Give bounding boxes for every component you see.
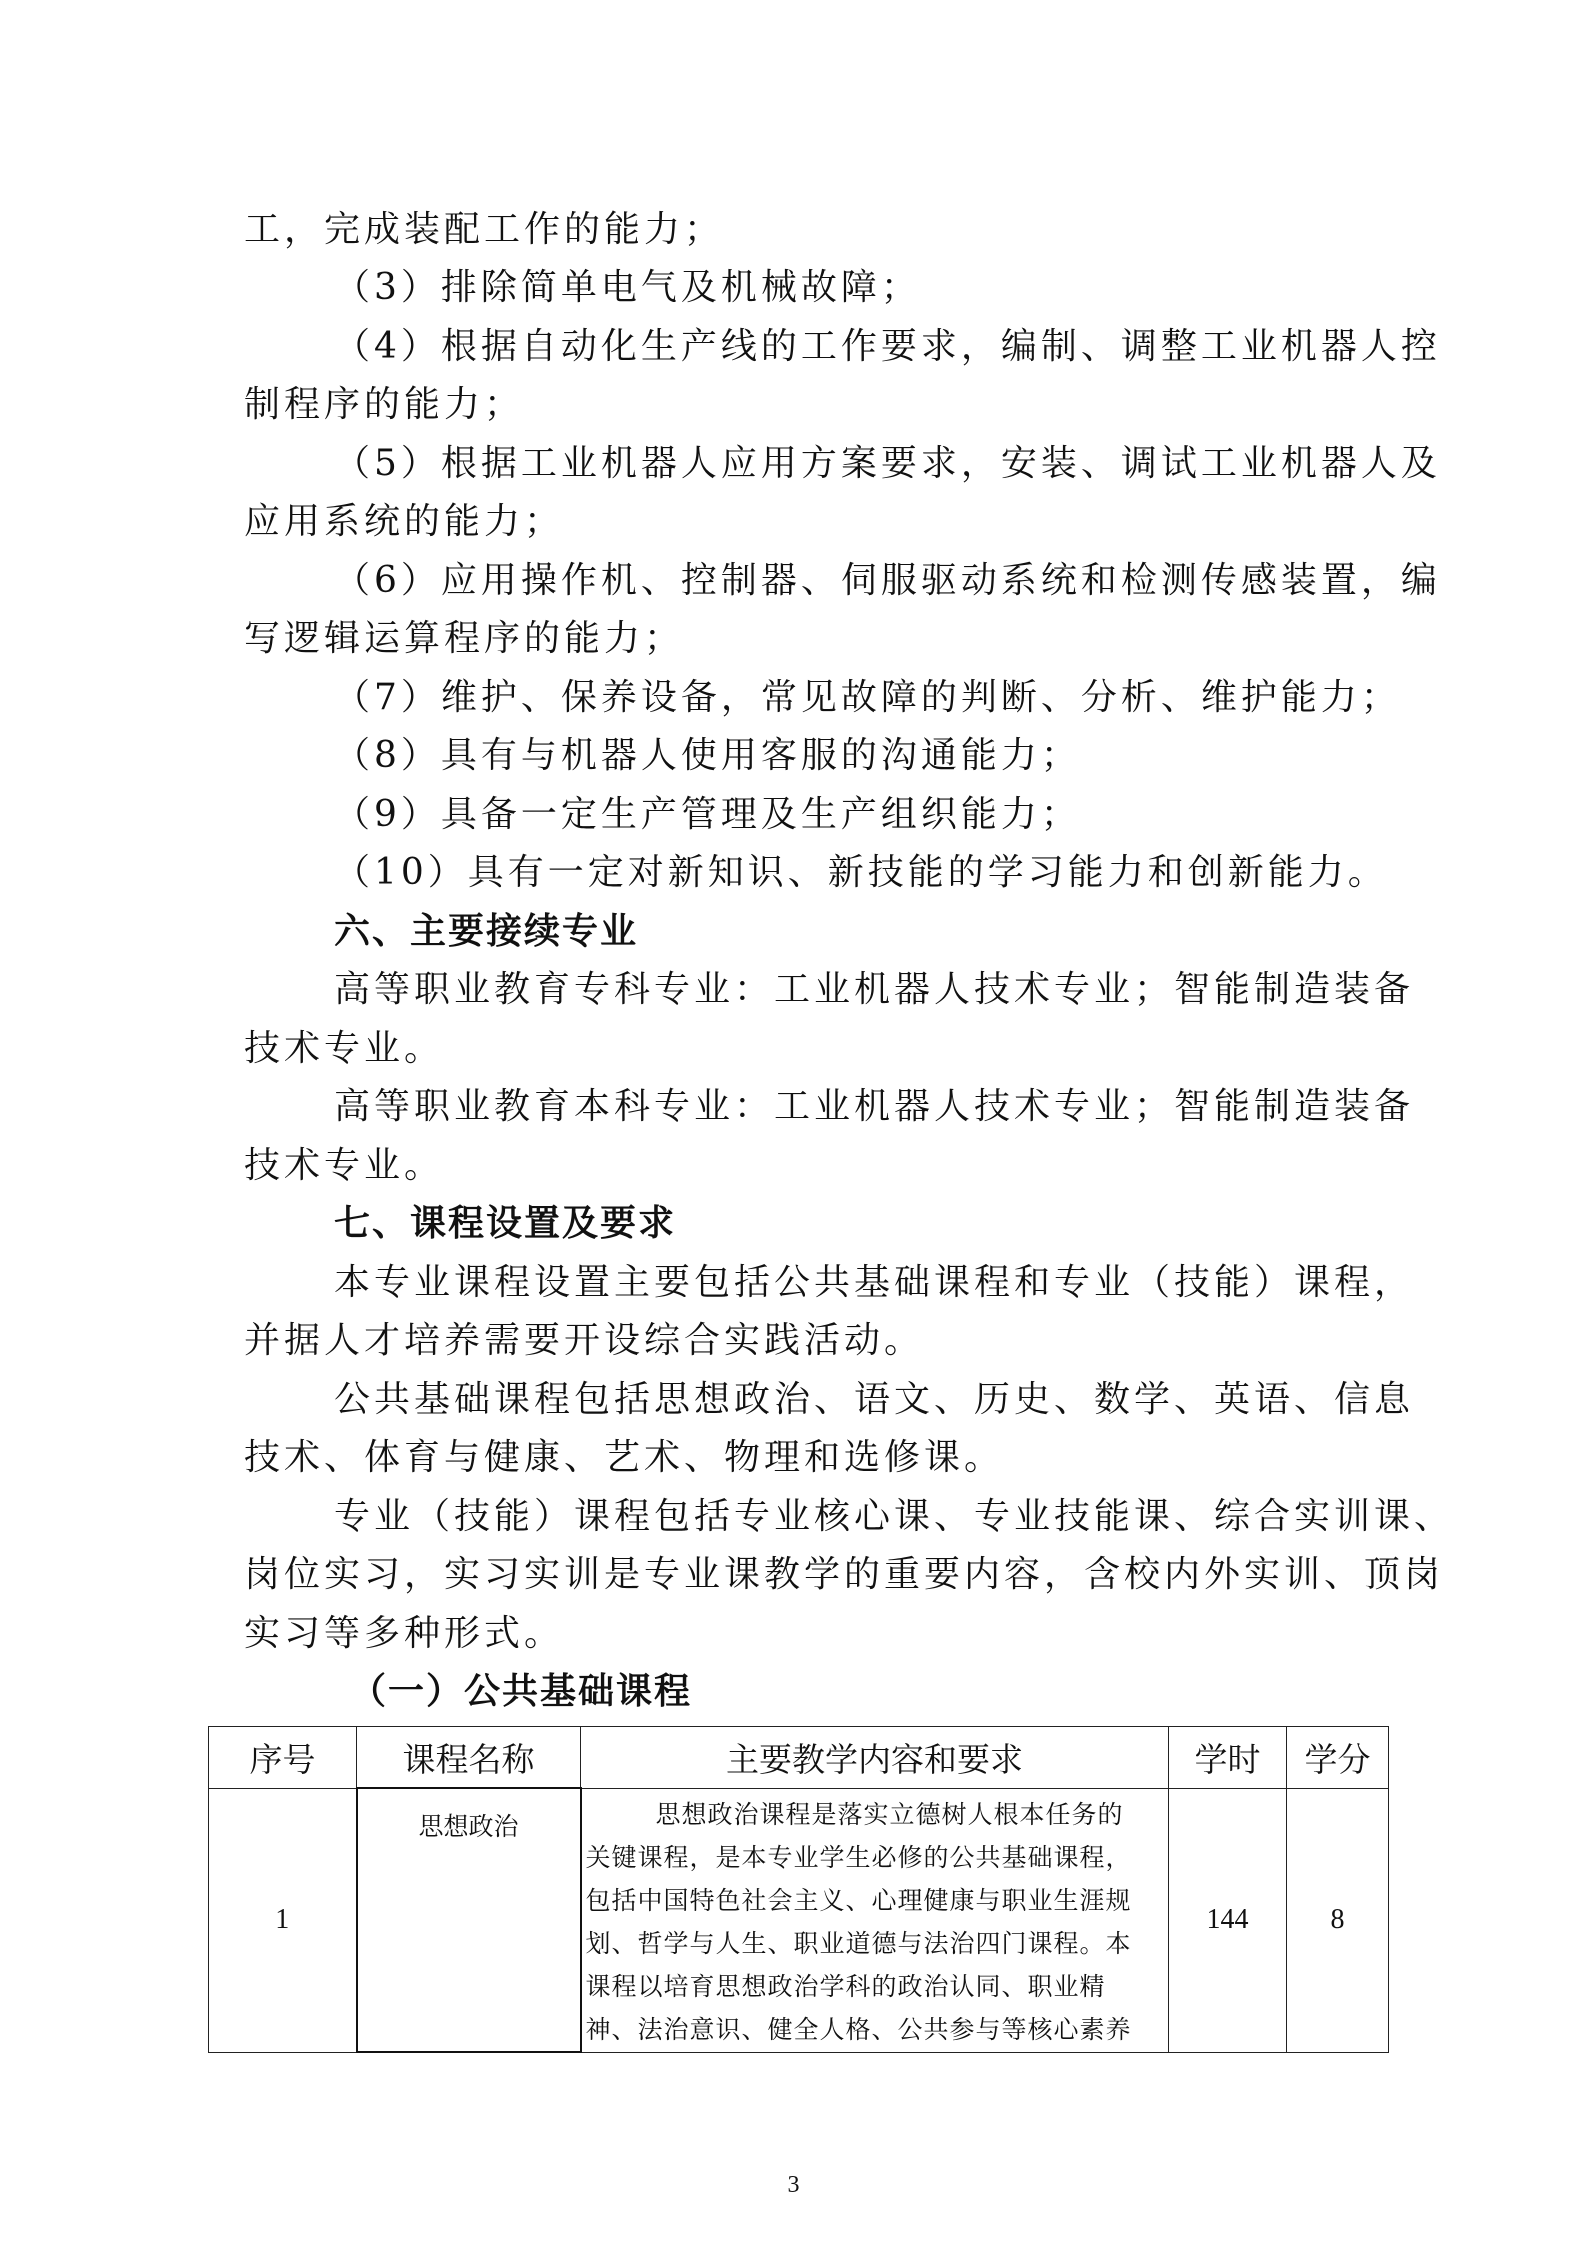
header-credits: 学分 [1287,1727,1389,1789]
body-line: （7）维护、保养设备，常见故障的判断、分析、维护能力； [334,677,1401,718]
body-line: 实习等多种形式。 [244,1613,565,1654]
body-line: 工，完成装配工作的能力； [244,209,725,250]
content-line: 课程以培育思想政治学科的政治认同、职业精 [585,1971,1106,2001]
body-line: 岗位实习，实习实训是专业课教学的重要内容，含校内外实训、顶岗 [244,1554,1445,1595]
body-line: 并据人才培养需要开设综合实践活动。 [244,1320,925,1361]
content-line: 划、哲学与人生、职业道德与法治四门课程。本 [585,1928,1132,1958]
body-line: 技术专业。 [244,1145,445,1186]
body-line: 本专业课程设置主要包括公共基础课程和专业（技能）课程， [334,1262,1415,1303]
header-content: 主要教学内容和要求 [581,1727,1169,1789]
row-index: 1 [209,1788,357,2052]
body-line: （9）具备一定生产管理及生产组织能力； [334,794,1081,835]
body-line: （8）具有与机器人使用客服的沟通能力； [334,735,1081,776]
page-number: 3 [787,2172,800,2198]
row-course-name: 思想政治 [357,1788,581,2052]
body-line: （6）应用操作机、控制器、伺服驱动系统和检测传感装置，编 [334,560,1441,601]
content-line: 神、法治意识、健全人格、公共参与等核心素养 [585,2014,1132,2044]
section-heading: 七、课程设置及要求 [334,1203,677,1244]
body-line: （10）具有一定对新知识、新技能的学习能力和创新能力。 [334,852,1388,893]
body-line: （3）排除简单电气及机械故障； [334,267,921,308]
body-line: 公共基础课程包括思想政治、语文、历史、数学、英语、信息 [334,1379,1415,1420]
body-line: 技术、体育与健康、艺术、物理和选修课。 [244,1437,1005,1478]
body-line: （4）根据自动化生产线的工作要求，编制、调整工业机器人控 [334,326,1441,367]
header-hours: 学时 [1169,1727,1287,1789]
content-line: 关键课程，是本专业学生必修的公共基础课程， [585,1842,1132,1872]
body-line: （5）根据工业机器人应用方案要求，安装、调试工业机器人及 [334,443,1441,484]
table-row [209,1788,1389,2052]
table-header-row [209,1727,1389,1789]
content-line: 包括中国特色社会主义、心理健康与职业生涯规 [585,1885,1132,1915]
content-line: 思想政治课程是落实立德树人根本任务的 [655,1799,1124,1829]
body-line: 高等职业教育专科专业：工业机器人技术专业；智能制造装备 [334,969,1415,1010]
body-line: 专业（技能）课程包括专业核心课、专业技能课、综合实训课、 [334,1496,1455,1537]
row-content [581,1788,1169,2052]
body-line: 技术专业。 [244,1028,445,1069]
body-line: 制程序的能力； [244,384,525,425]
body-line: 高等职业教育本科专业：工业机器人技术专业；智能制造装备 [334,1086,1415,1127]
header-course-name: 课程名称 [357,1727,581,1789]
row-hours: 144 [1169,1788,1287,2052]
section-heading: 六、主要接续专业 [334,911,639,952]
subsection-heading: （一）公共基础课程 [350,1671,693,1712]
curriculum-table [208,1726,1389,2053]
body-line: 应用系统的能力； [244,501,565,542]
body-line: 写逻辑运算程序的能力； [244,618,685,659]
header-index: 序号 [209,1727,357,1789]
row-credits: 8 [1287,1788,1389,2052]
